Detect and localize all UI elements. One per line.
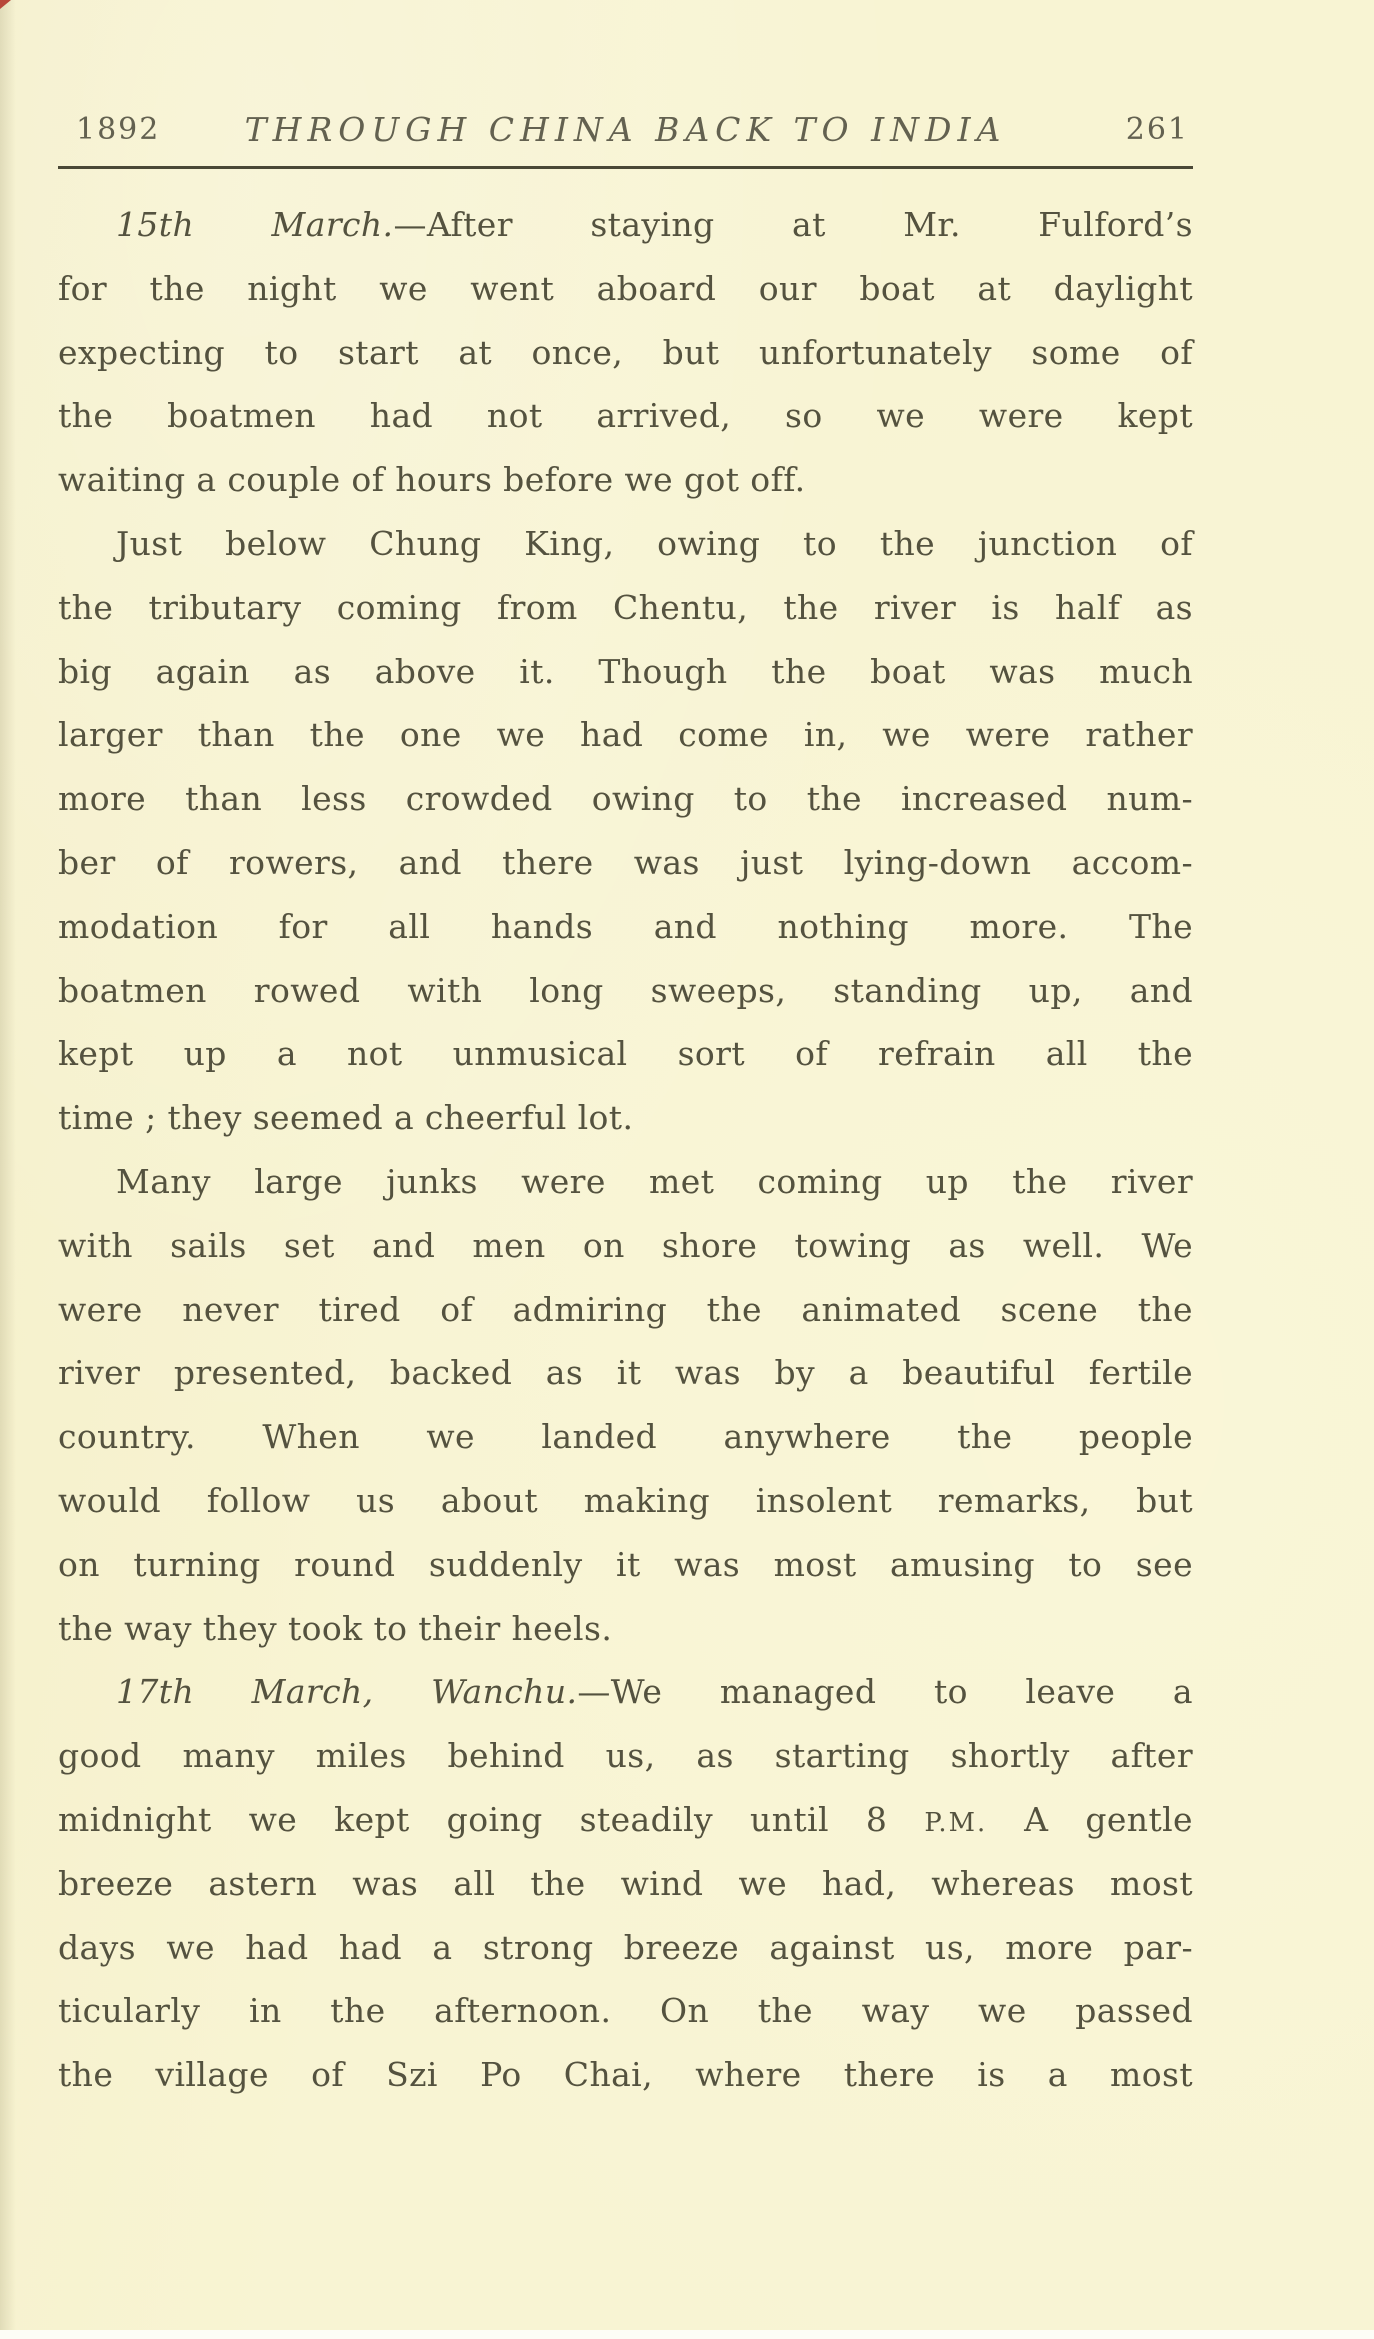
text-line xyxy=(58,1086,1193,1150)
date-heading: 15th March. xyxy=(116,205,394,244)
bottom-edge xyxy=(0,2330,1374,2339)
text-line xyxy=(58,1341,1193,1405)
text-line xyxy=(58,1405,1193,1469)
text-line xyxy=(58,1916,1193,1980)
text-line xyxy=(58,257,1193,321)
text-line xyxy=(58,1022,1193,1086)
page-number: 261 xyxy=(1125,112,1189,147)
body-text-segment: time ; they seemed a cheerful lot. xyxy=(58,1098,634,1138)
body-text-segment: good many miles behind us, as starting shortly after xyxy=(58,1736,1193,1776)
text-line xyxy=(58,2043,1193,2107)
date-heading: 17th March, Wanchu. xyxy=(116,1672,578,1712)
text-line xyxy=(58,1278,1193,1342)
text-line xyxy=(58,640,1193,704)
body-text-segment: country. When we landed anywhere the people xyxy=(58,1417,1193,1457)
text-line xyxy=(58,1660,1193,1724)
body-text-segment: the village of Szi Po Chai, where there is a most xyxy=(58,2055,1193,2095)
text-line xyxy=(58,1979,1193,2043)
text-line xyxy=(58,384,1193,448)
body-text-segment: Just below Chung King, owing to the junction of xyxy=(116,523,1193,563)
body-text-segment: for the night we went aboard our boat at daylight xyxy=(58,268,1193,308)
body-text-segment: big again as above it. Though the boat was much xyxy=(58,651,1193,691)
body-text-segment: midnight we kept going steadily until 8 xyxy=(58,1799,925,1839)
body-text-segment: more than less crowded owing to the increased num- xyxy=(58,779,1193,819)
body-text-segment: Many large junks were met coming up the river xyxy=(116,1161,1193,1201)
body-text xyxy=(58,193,1193,2107)
text-line xyxy=(58,576,1193,640)
body-text-segment: expecting to start at once, but unfortunately some of xyxy=(58,332,1193,372)
running-title: THROUGH CHINA BACK TO INDIA xyxy=(244,110,1007,149)
body-text-segment: —We managed to leave a xyxy=(577,1672,1194,1712)
body-text-segment: modation for all hands and nothing more. The xyxy=(58,906,1193,946)
body-text-segment: A gentle xyxy=(987,1799,1193,1839)
text-line xyxy=(58,1788,1193,1852)
text-line xyxy=(58,703,1193,767)
text-line xyxy=(58,895,1193,959)
header-rule xyxy=(58,166,1193,169)
body-text-segment: ber of rowers, and there was just lying-down accom- xyxy=(58,842,1193,882)
body-text-segment: waiting a couple of hours before we got off. xyxy=(58,460,806,500)
text-line xyxy=(58,1724,1193,1788)
body-text-segment: would follow us about making insolent remarks, but xyxy=(58,1480,1193,1520)
body-text-segment: on turning round suddenly it was most amusing to see xyxy=(58,1544,1193,1584)
body-text-segment: the tributary coming from Chentu, the river is half as xyxy=(58,587,1193,627)
text-line xyxy=(58,1597,1193,1661)
body-text-segment: with sails set and men on shore towing as well. We xyxy=(58,1225,1193,1265)
body-text-segment: ticularly in the afternoon. On the way we passed xyxy=(58,1991,1193,2031)
text-line xyxy=(58,1150,1193,1214)
page-year: 1892 xyxy=(76,112,161,147)
body-text-segment: breeze astern was all the wind we had, whereas most xyxy=(58,1863,1193,1903)
text-line xyxy=(58,448,1193,512)
corner-mark xyxy=(0,0,11,9)
text-line xyxy=(58,1852,1193,1916)
text-line xyxy=(58,512,1193,576)
body-text-segment: boatmen rowed with long sweeps, standing up, and xyxy=(58,970,1193,1010)
body-text-segment: the boatmen had not arrived, so we were kept xyxy=(58,396,1193,436)
text-line xyxy=(58,193,1193,257)
smallcaps-text: P.M. xyxy=(924,1807,988,1838)
text-line xyxy=(58,1533,1193,1597)
body-text-segment: river presented, backed as it was by a beautiful fertile xyxy=(58,1353,1193,1393)
body-text-segment: —After staying at Mr. Fulford’s xyxy=(393,205,1193,244)
text-line xyxy=(58,1214,1193,1278)
text-line xyxy=(58,831,1193,895)
text-line xyxy=(58,321,1193,385)
body-text-segment: were never tired of admiring the animated scene the xyxy=(58,1289,1193,1329)
text-line xyxy=(58,767,1193,831)
page-header xyxy=(58,108,1193,152)
body-text-segment: kept up a not unmusical sort of refrain all the xyxy=(58,1034,1193,1074)
text-line xyxy=(58,1469,1193,1533)
body-text-segment: days we had had a strong breeze against us, more par- xyxy=(58,1927,1193,1967)
body-text-segment: the way they took to their heels. xyxy=(58,1608,613,1648)
body-text-segment: larger than the one we had come in, we were rather xyxy=(58,715,1193,755)
text-line xyxy=(58,959,1193,1023)
